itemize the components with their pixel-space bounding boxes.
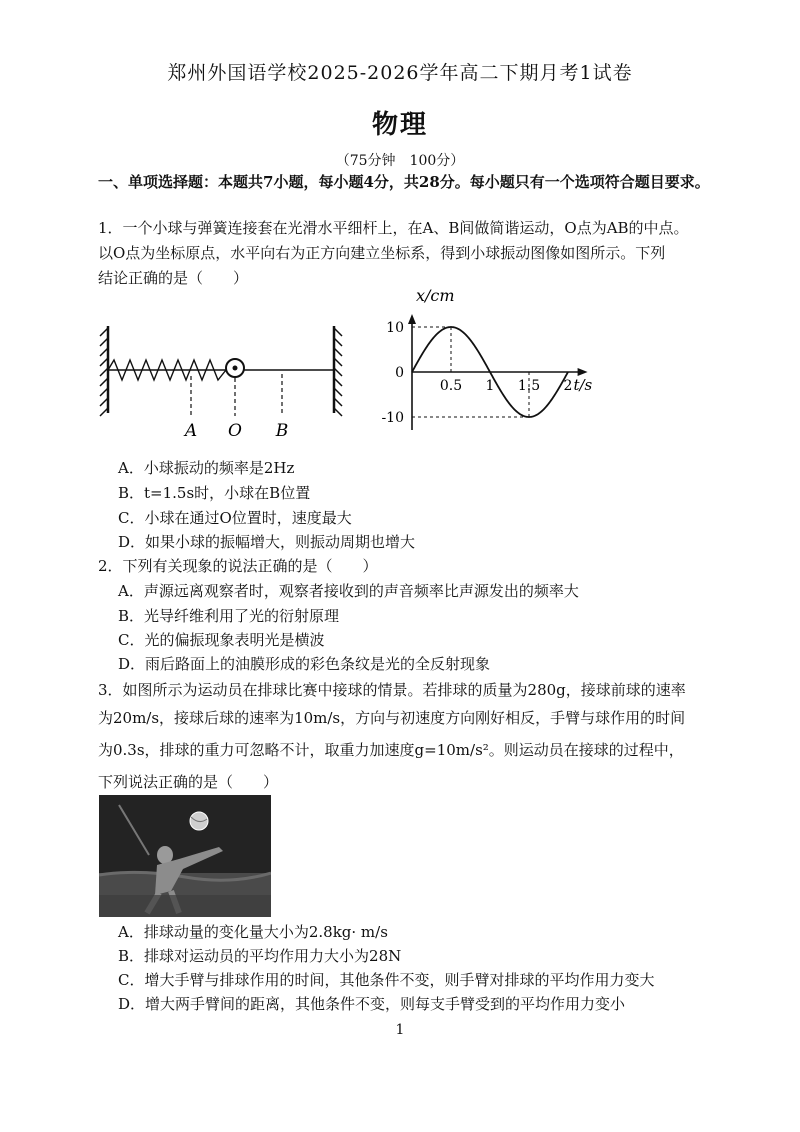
y-tick-label: -10 — [381, 410, 404, 426]
x-tick-label: 0.5 — [439, 378, 463, 394]
q1-line-1: 1．一个小球与弹簧连接套在光滑水平细杆上，在A、B间做简谐运动，O点为AB的中点。 — [98, 219, 689, 237]
x-tick-label: 1.5 — [517, 378, 541, 394]
y-axis-label: x/cm — [416, 286, 455, 305]
y-tick-label: 0 — [395, 365, 404, 381]
volleyball-photo — [99, 795, 271, 917]
subject-title: 物理 — [371, 110, 428, 140]
label-o: O — [228, 421, 242, 441]
label-b: B — [275, 421, 289, 441]
q2-option-c[interactable]: C．光的偏振现象表明光是横波 — [118, 631, 325, 649]
x-tick-label: 1 — [485, 378, 495, 394]
y-axis-arrow — [408, 314, 416, 324]
q2-stem: 2．下列有关现象的说法正确的是（ ） — [98, 557, 378, 575]
q1-line-3: 结论正确的是（ ） — [98, 269, 249, 287]
q1-option-d[interactable]: D．如果小球的振幅增大，则振动周期也增大 — [118, 533, 416, 551]
q3-line-3: 为0.3s，排球的重力可忽略不计，取重力加速度g=10m/s²。则运动员在接球的过程中， — [98, 741, 684, 759]
exam-title: 郑州外国语学校2025-2026学年高二下期月考1试卷 — [167, 62, 633, 84]
q3-option-b[interactable]: B．排球对运动员的平均作用力大小为28N — [118, 947, 402, 965]
q2-option-a[interactable]: A．声源远离观察者时，观察者接收到的声音频率比声源发出的频率大 — [118, 582, 579, 600]
section-heading: 一、单项选择题：本题共7小题，每小题4分，共28分。每小题只有一个选项符合题目要求。 — [98, 173, 710, 191]
graph-labels — [381, 286, 592, 426]
x-axis-label: t/s — [573, 376, 593, 394]
q3-option-c[interactable]: C．增大手臂与排球作用的时间，其他条件不变，则手臂对排球的平均作用力变大 — [118, 971, 655, 989]
ball-center — [233, 366, 238, 371]
exam-timing: （75分钟 100分） — [335, 153, 465, 169]
q3-option-d[interactable]: D．增大两手臂间的距离，其他条件不变，则每支手臂受到的平均作用力变小 — [118, 995, 626, 1013]
q3-option-a[interactable]: A．排球动量的变化量大小为2.8kg· m/s — [118, 923, 388, 941]
y-tick-label: 10 — [386, 320, 404, 336]
x-axis-arrow — [578, 368, 588, 376]
q2-option-d[interactable]: D．雨后路面上的油膜形成的彩色条纹是光的全反射现象 — [118, 655, 491, 673]
q1-option-a[interactable]: A．小球振动的频率是2Hz — [118, 459, 295, 477]
spring-oscillator-diagram — [96, 318, 356, 448]
page-number: 1 — [395, 1022, 405, 1038]
right-wall — [334, 326, 342, 416]
volleyball-scene — [99, 795, 271, 917]
q1-line-2: 以O点为坐标原点，水平向右为正方向建立坐标系，得到小球振动图像如图所示。下列 — [98, 244, 666, 262]
left-wall — [100, 326, 108, 416]
x-tick-label: 2 — [563, 378, 573, 394]
q3-line-1: 3．如图所示为运动员在排球比赛中接球的情景。若排球的质量为280g，接球前球的速率 — [98, 681, 686, 699]
q3-line-4: 下列说法正确的是（ ） — [98, 773, 279, 791]
q3-line-2: 为20m/s，接球后球的速率为10m/s，方向与初速度方向刚好相反，手臂与球作用的时间 — [98, 709, 686, 727]
q2-option-b[interactable]: B．光导纤维利用了光的衍射原理 — [118, 607, 340, 625]
label-a: A — [184, 421, 198, 441]
graph-axes — [408, 314, 588, 430]
q1-option-c[interactable]: C．小球在通过O位置时，速度最大 — [118, 509, 352, 527]
q1-option-b[interactable]: B．t=1.5s时，小球在B位置 — [118, 484, 311, 502]
oscillation-graph — [372, 285, 602, 445]
